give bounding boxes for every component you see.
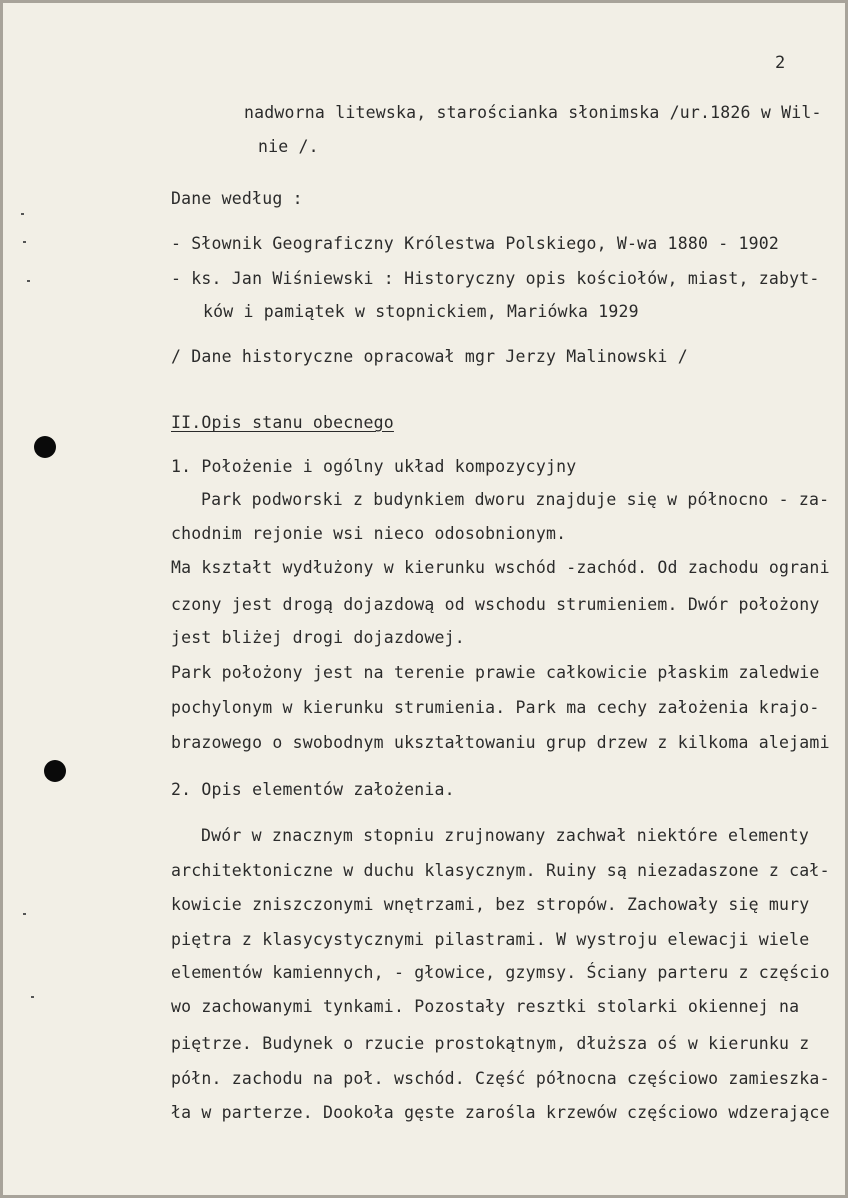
- text-line: pochylonym w kierunku strumienia. Park ma cechy założenia krajo-: [171, 698, 820, 717]
- text-line: piętra z klasycystycznymi pilastrami. W wystroju elewacji wiele: [171, 930, 810, 949]
- text-line: Park położony jest na terenie prawie całkowicie płaskim zaledwie: [171, 663, 820, 682]
- page-number: 2: [775, 53, 786, 73]
- text-line: Park podworski z budynkiem dworu znajduje się w północno - za-: [201, 490, 830, 509]
- text-line: - ks. Jan Wiśniewski : Historyczny opis kościołów, miast, zabyt-: [171, 269, 820, 288]
- paper-speck: [23, 913, 26, 915]
- subsection-heading: 2. Opis elementów założenia.: [171, 780, 455, 799]
- text-line: - Słownik Geograficzny Królestwa Polskiego, W-wa 1880 - 1902: [171, 234, 780, 253]
- text-line: architektoniczne w duchu klasycznym. Ruiny są niezadaszone z cał-: [171, 861, 830, 880]
- paper-speck: [23, 241, 26, 243]
- text-line: czony jest drogą dojazdową od wschodu strumieniem. Dwór położony: [171, 595, 820, 614]
- text-line: / Dane historyczne opracował mgr Jerzy Malinowski /: [171, 347, 688, 366]
- section-label: Dane według :: [171, 189, 303, 208]
- paper-speck: [21, 213, 24, 215]
- text-line: elementów kamiennych, - głowice, gzymsy. Ściany parteru z częścio: [171, 963, 830, 982]
- document-page: [3, 3, 845, 1195]
- paper-speck: [27, 280, 30, 282]
- text-line: wo zachowanymi tynkami. Pozostały resztki stolarki okiennej na: [171, 997, 800, 1016]
- paper-speck: [31, 996, 34, 998]
- punch-hole-top: [34, 436, 56, 458]
- section-heading: II.Opis stanu obecnego: [171, 413, 394, 432]
- text-line: nie /.: [258, 137, 319, 156]
- punch-hole-bottom: [44, 760, 66, 782]
- text-line: chodnim rejonie wsi nieco odosobnionym.: [171, 524, 567, 543]
- text-line: kowicie zniszczonymi wnętrzami, bez stropów. Zachowały się mury: [171, 895, 810, 914]
- text-line: ła w parterze. Dookoła gęste zarośla krzewów częściowo wdzerające: [171, 1103, 830, 1122]
- text-line: Dwór w znacznym stopniu zrujnowany zachwał niektóre elementy: [201, 826, 810, 845]
- text-line: nadworna litewska, starościanka słonimska /ur.1826 w Wil-: [244, 103, 822, 122]
- text-line: półn. zachodu na poł. wschód. Część północna częściowo zamieszka-: [171, 1069, 830, 1088]
- text-line: Ma kształt wydłużony w kierunku wschód -zachód. Od zachodu ograni: [171, 558, 830, 577]
- text-line: jest bliżej drogi dojazdowej.: [171, 628, 465, 647]
- subsection-heading: 1. Położenie i ogólny układ kompozycyjny: [171, 457, 577, 476]
- text-line: brazowego o swobodnym ukształtowaniu grup drzew z kilkoma alejami: [171, 733, 830, 752]
- text-line: piętrze. Budynek o rzucie prostokątnym, dłuższa oś w kierunku z: [171, 1034, 810, 1053]
- text-line: ków i pamiątek w stopnickiem, Mariówka 1929: [203, 302, 639, 321]
